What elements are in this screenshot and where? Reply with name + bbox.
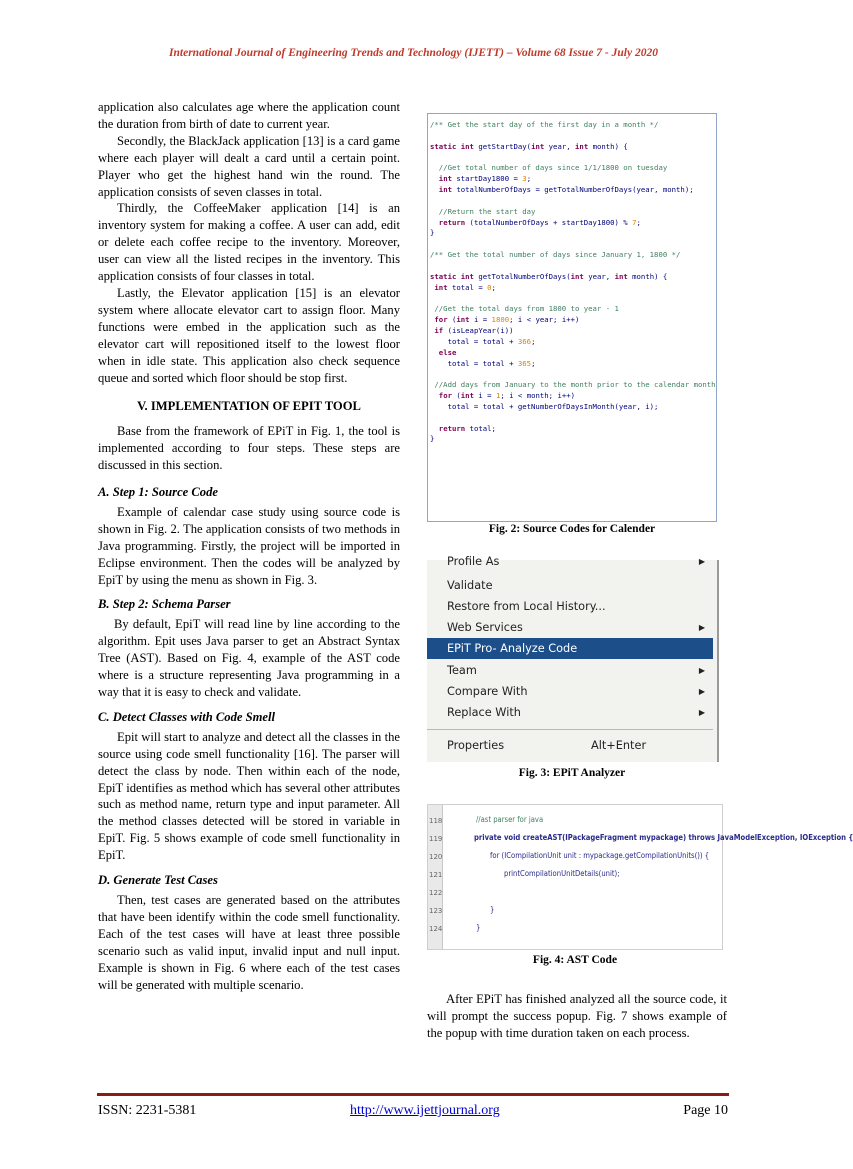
right-column-text	[427, 991, 727, 1042]
code-line: }	[430, 434, 435, 444]
submenu-arrow-icon: ▶	[698, 708, 705, 717]
menu-item-properties[interactable]	[427, 735, 713, 756]
figure-caption: Fig. 3: EPiT Analyzer	[518, 767, 626, 779]
code-line: //Get total number of days since 1/1/1800 on tuesday	[430, 163, 668, 173]
issn-label: ISSN: 2231-5381	[98, 1103, 197, 1118]
subsection-title: A. Step 1: Source Code	[98, 485, 218, 500]
code-line: if (isLeapYear(i))	[434, 326, 514, 336]
source-code-figure	[427, 113, 717, 522]
code-line: static int getTotalNumberOfDays(int year, int month) {	[430, 271, 668, 281]
menu-item-validate[interactable]	[427, 575, 713, 596]
paragraph: application also calculates age where the application count the duration from birth of date to current year.	[98, 100, 400, 131]
journal-header: International Journal of Engineering Trends and Technology (IJETT) – Volume 68 Issue 7 - July 2020	[169, 47, 658, 59]
submenu-arrow-icon: ▶	[698, 687, 705, 696]
paragraph: Secondly, the BlackJack application [13] is a card game where each player will dealt a card until a certain point. Player who get the highest hand win the round. The application consists of seven classes in total.	[98, 133, 400, 199]
code-line: for (int i = 1; i < month; i++)	[438, 391, 576, 401]
code-block	[428, 114, 716, 445]
subsection-title: C. Detect Classes with Code Smell	[98, 709, 276, 724]
menu-item-compare-with[interactable]	[427, 681, 713, 702]
code-line: }	[476, 923, 481, 932]
code-line: for (ICompilationUnit unit : mypackage.getCompilationUnits()) {	[490, 851, 710, 860]
menu-item-restore-history[interactable]	[427, 596, 713, 617]
submenu-arrow-icon: ▶	[698, 666, 705, 675]
code-line: else	[438, 347, 457, 357]
line-number: 124	[429, 925, 443, 933]
menu-separator	[427, 729, 713, 730]
ast-code-figure	[427, 804, 853, 950]
paragraph: Thirdly, the CoffeeMaker application [14] is an inventory system for making a coffee. A user can add, edit or delete each coffee recipe to the inventory. Moreover, user can view all the listed recipes in the inventory. This application consists of four classes in total.	[98, 201, 400, 284]
code-line: //Get the total days from 1800 to year - 1	[430, 304, 619, 314]
line-number: 121	[429, 871, 443, 879]
code-line: //Add days from January to the month prior to the calendar month	[430, 380, 716, 390]
paragraph: Epit will start to analyze and detect all the classes in the source using code smell functionality [16]. The parser will detect the class by node. Then within each of the node, EpiT identifies as method which has several other attributes such as method name, return type and input parameter. All the method classes detected will be stored in variable in EpiT. Fig. 5 shows example of code smell functionality in EpiT.	[98, 729, 400, 863]
menu-item-label: Profile As	[447, 555, 500, 568]
paragraph: Example of calendar case study using source code is shown in Fig. 2. The application consists of two methods in Java programming. Firstly, the project will be imported in Eclipse environment. Then the codes will be analyzed by EpiT by using the menu as shown in Fig. 3.	[98, 504, 400, 587]
figure-caption: Fig. 4: AST Code	[532, 954, 618, 966]
line-number: 123	[429, 907, 443, 915]
menu-item-label: Properties	[447, 739, 505, 752]
paragraph: Lastly, the Elevator application [15] is an elevator system where allocate elevator cart to assign floor. Many functions were embed in the application such as the elevator cart will repositioned itself to the lowest floor when in idle state. This application also check sequence queue and sorted which floor should be stop first.	[98, 285, 400, 385]
code-line: printCompilationUnitDetails(unit);	[504, 869, 620, 878]
code-line: }	[490, 905, 495, 914]
footer-divider	[97, 1093, 729, 1096]
paragraph: By default, EpiT will read line by line according to the algorithm. Epit uses Java parser to get an Abstract Syntax Tree (AST). Based on Fig. 4, example of the AST code where is a structure representing Java programming in a way that it is easy to check and validate.	[98, 617, 400, 699]
menu-item-label: Web Services	[447, 621, 523, 634]
code-line: /** Get the total number of days since January 1, 1800 */	[430, 250, 681, 260]
line-number: 119	[429, 835, 443, 843]
menu-item-profile-as[interactable]	[427, 551, 713, 572]
code-line: }	[430, 228, 435, 238]
code-line: total = total + 365;	[430, 358, 536, 368]
code-line: for (int i = 1800; i < year; i++)	[434, 315, 580, 325]
code-line: /** Get the start day of the first day in a month */	[430, 120, 659, 129]
code-line: return total;	[438, 423, 496, 433]
submenu-arrow-icon: ▶	[698, 623, 705, 632]
subsection-title: B. Step 2: Schema Parser	[98, 597, 231, 612]
menu-item-web-services[interactable]	[427, 617, 713, 638]
code-line: int totalNumberOfDays = getTotalNumberOfDays(year, month);	[438, 185, 694, 195]
code-line: total = total + 366;	[430, 336, 536, 346]
code-line: int startDay1800 = 3;	[438, 174, 532, 184]
context-menu-figure	[427, 555, 719, 762]
menu-item-team[interactable]	[427, 660, 713, 681]
code-line: int total = 0;	[434, 282, 496, 292]
line-number: 122	[429, 889, 443, 897]
paragraph: After EPiT has finished analyzed all the source code, it will prompt the success popup. Fig. 7 shows example of the popup with time duration taken on each process.	[427, 992, 727, 1040]
menu-item-label: EPiT Pro- Analyze Code	[447, 642, 578, 655]
menu-item-epit-analyze[interactable]	[427, 638, 713, 659]
code-line: private void createAST(IPackageFragment mypackage) throws JavaModelException, IOException {	[474, 833, 853, 842]
paragraph: Base from the framework of EPiT in Fig. 1, the tool is implemented according to four steps. These steps are discussed in this section.	[98, 424, 400, 473]
section-title: V. IMPLEMENTATION OF EPIT TOOL	[137, 399, 361, 414]
menu-item-label: Replace With	[447, 706, 521, 719]
menu-item-label: Validate	[447, 579, 493, 592]
menu-item-label: Team	[447, 664, 477, 677]
code-line: //ast parser for java	[476, 815, 544, 824]
menu-item-label: Restore from Local History...	[447, 600, 606, 613]
figure-caption: Fig. 2: Source Codes for Calender	[488, 523, 656, 535]
line-number: 118	[429, 817, 443, 825]
journal-url-link[interactable]: http://www.ijettjournal.org	[350, 1103, 500, 1118]
code-line: return (totalNumberOfDays + startDay1800) % 7;	[438, 217, 641, 227]
paragraph: Then, test cases are generated based on the attributes that have been identify within the code smell functionality. Each of the test cases will have at least three possible scenario such as valid input, invalid input and null input. Example is shown in Fig. 6 where each of the test cases will be generated with multiple scenario.	[98, 892, 400, 992]
menu-item-shortcut: Alt+Enter	[591, 739, 647, 752]
code-line: static int getStartDay(int year, int month) {	[430, 141, 628, 151]
menu-item-label: Compare With	[447, 685, 528, 698]
menu-item-replace-with[interactable]	[427, 702, 713, 723]
page-number: Page 10	[683, 1103, 728, 1118]
subsection-title: D. Generate Test Cases	[98, 873, 218, 888]
code-line: //Return the start day	[430, 206, 536, 216]
submenu-arrow-icon: ▶	[698, 557, 705, 566]
left-column	[98, 99, 400, 993]
code-line: total = total + getNumberOfDaysInMonth(year, i);	[430, 401, 659, 411]
line-number: 120	[429, 853, 443, 861]
